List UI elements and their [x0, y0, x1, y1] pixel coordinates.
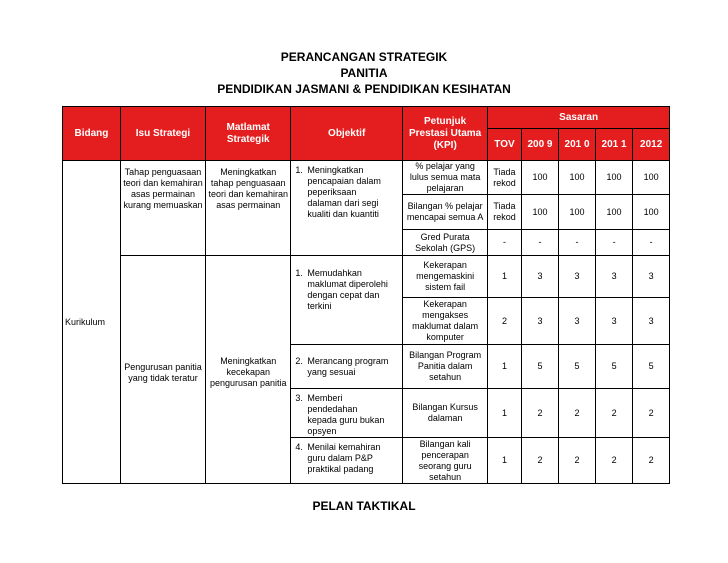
- objektif-number: 2.: [295, 355, 303, 366]
- kpi-cell: % pelajar yang lulus semua mata pelajaran: [402, 161, 487, 195]
- objektif-cell-1: [291, 161, 403, 256]
- kpi-cell: Kekerapan mengakses maklumat dalam komputer: [402, 298, 487, 345]
- value-2012: -: [633, 230, 670, 256]
- value-2011: 3: [595, 256, 633, 298]
- tov-cell: 2: [488, 298, 521, 345]
- value-2010: 5: [559, 345, 596, 389]
- tov-cell: Tiada rekod: [488, 195, 521, 230]
- tov-cell: 1: [488, 345, 521, 389]
- header-tov: TOV: [488, 129, 521, 161]
- header-isu-strategi: Isu Strategi: [120, 107, 205, 161]
- objektif-cell-5: [291, 438, 403, 484]
- table-row: [63, 161, 670, 195]
- tov-cell: 1: [488, 438, 521, 484]
- objektif-text: Menilai kemahiran guru dalam P&P praktikal padang: [307, 442, 381, 474]
- objektif-text: Merancang program yang sesuai: [307, 355, 389, 377]
- objektif-text: Memberi pendedahan kepada guru bukan opsyen: [307, 393, 385, 436]
- objektif-number: 3.: [295, 393, 303, 403]
- doc-subtitle: PANITIA: [340, 66, 388, 80]
- value-2012: 2: [633, 438, 670, 484]
- objektif-text: Memudahkan maklumat diperolehi dengan cepat dan terkini: [307, 268, 388, 311]
- value-2011: 100: [595, 161, 633, 195]
- value-2009: 100: [521, 195, 559, 230]
- value-2009: 3: [521, 298, 559, 345]
- kpi-cell: Bilangan % pelajar mencapai semua A: [402, 195, 487, 230]
- value-2011: -: [595, 230, 633, 256]
- value-2009: 100: [521, 161, 559, 195]
- bidang-cell: Kurikulum: [63, 161, 121, 484]
- section-footer: PELAN TAKTIKAL: [312, 499, 416, 513]
- value-2010: 2: [559, 389, 596, 438]
- value-2009: 2: [521, 438, 559, 484]
- value-2011: 2: [595, 438, 633, 484]
- matlamat-cell-2: Meningkatkan kecekapan pengurusan panitia: [206, 256, 291, 484]
- value-2009: 2: [521, 389, 559, 438]
- value-2010: 3: [559, 298, 596, 345]
- objektif-number: 4.: [295, 442, 303, 452]
- kpi-cell: Kekerapan mengemaskini sistem fail: [402, 256, 487, 298]
- value-2010: 2: [559, 438, 596, 484]
- header-2010: 201 0: [559, 129, 596, 161]
- kpi-cell: Bilangan Kursus dalaman: [402, 389, 487, 438]
- value-2009: -: [521, 230, 559, 256]
- value-2011: 3: [595, 298, 633, 345]
- value-2012: 3: [633, 256, 670, 298]
- value-2012: 100: [633, 161, 670, 195]
- header-objektif: Objektif: [291, 107, 403, 161]
- tov-cell: 1: [488, 256, 521, 298]
- doc-title: PERANCANGAN STRATEGIK: [280, 50, 448, 64]
- value-2010: 3: [559, 256, 596, 298]
- objektif-number: 1.: [295, 165, 303, 175]
- tov-cell: Tiada rekod: [488, 161, 521, 195]
- header-matlamat: Matlamat Strategik: [206, 107, 291, 161]
- header-sasaran: Sasaran: [488, 107, 670, 129]
- value-2009: 5: [521, 345, 559, 389]
- value-2011: 2: [595, 389, 633, 438]
- value-2010: 100: [559, 161, 596, 195]
- tov-cell: -: [488, 230, 521, 256]
- kpi-cell: Bilangan kali pencerapan seorang guru setahun: [402, 438, 487, 484]
- value-2012: 3: [633, 298, 670, 345]
- value-2009: 3: [521, 256, 559, 298]
- header-kpi: Petunjuk Prestasi Utama (KPI): [402, 107, 487, 161]
- header-2011: 201 1: [595, 129, 633, 161]
- isu-cell-1: Tahap penguasaan teori dan kemahiran asas permainan kurang memuaskan: [120, 161, 205, 256]
- objektif-cell-3: [291, 345, 403, 389]
- objektif-number: 1.: [295, 268, 303, 278]
- kpi-cell: Bilangan Program Panitia dalam setahun: [402, 345, 487, 389]
- kpi-cell: Gred Purata Sekolah (GPS): [402, 230, 487, 256]
- strategic-plan-table: [62, 106, 670, 484]
- value-2010: 100: [559, 195, 596, 230]
- header-2009: 200 9: [521, 129, 559, 161]
- doc-subject: PENDIDIKAN JASMANI & PENDIDIKAN KESIHATAN: [217, 82, 511, 96]
- matlamat-cell-1: Meningkatkan tahap penguasaan teori dan kemahiran asas permainan: [206, 161, 291, 256]
- value-2012: 100: [633, 195, 670, 230]
- value-2011: 5: [595, 345, 633, 389]
- isu-cell-2: Pengurusan panitia yang tidak teratur: [120, 256, 205, 484]
- value-2012: 5: [633, 345, 670, 389]
- header-bidang: Bidang: [63, 107, 121, 161]
- objektif-cell-2: [291, 256, 403, 345]
- value-2011: 100: [595, 195, 633, 230]
- value-2012: 2: [633, 389, 670, 438]
- objektif-cell-4: [291, 389, 403, 438]
- tov-cell: 1: [488, 389, 521, 438]
- header-2012: 2012: [633, 129, 670, 161]
- value-2010: -: [559, 230, 596, 256]
- table-row: [63, 256, 670, 298]
- objektif-text: Meningkatkan pencapaian dalam peperiksaan dalaman dari segi kualiti dan kuantiti: [307, 165, 381, 219]
